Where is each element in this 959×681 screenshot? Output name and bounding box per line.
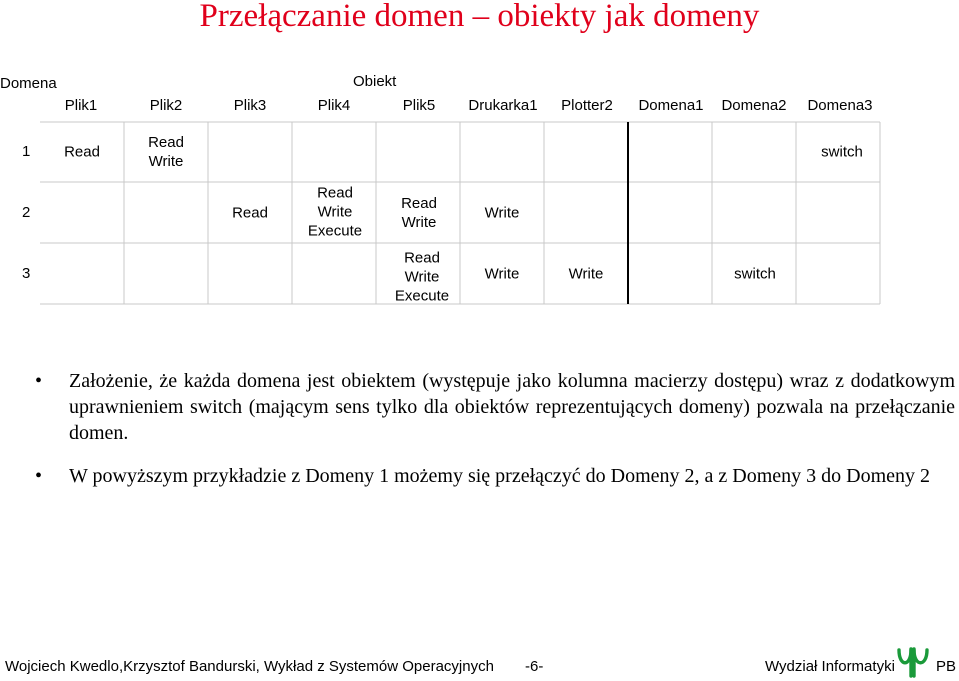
footer-page-number: -6- (525, 658, 544, 675)
column-header: Plik4 (317, 97, 351, 114)
matrix-cell: Read Write (401, 195, 437, 231)
matrix-cell: Write (484, 265, 520, 283)
bullet-marker: • (35, 370, 43, 392)
matrix-cell: Read Write Execute (307, 184, 363, 240)
column-header: Plik5 (402, 97, 436, 114)
column-header: Plik2 (149, 97, 183, 114)
matrix-cell: Read (232, 204, 268, 222)
bullet-item (35, 368, 955, 446)
matrix-cell: Write (484, 204, 520, 222)
row-label: 2 (22, 204, 31, 221)
column-header: Domena1 (638, 97, 704, 114)
bullet-text: W powyższym przykładzie z Domeny 1 możemy się przełączyć do Domeny 2, a z Domeny 3 do Domeny 2 (69, 465, 931, 487)
page-title: Przełączanie domen – obiekty jak domeny (199, 0, 760, 34)
footer-department: Wydział Informatyki (765, 658, 895, 675)
matrix-cell: Write (568, 265, 604, 283)
bullet-text: Założenie, że każda domena jest obiektem (występuje jako kolumna macierzy dostępu) wraz z dodatkowym uprawnieniem switch (mającym sens tylko dla obiektów reprezentujących domeny) pozwala na przełączanie domen. (69, 370, 955, 444)
footer-university: PB (936, 658, 957, 675)
column-header: Domena3 (807, 97, 873, 114)
domain-axis-label: Domena (0, 75, 57, 92)
row-label: 3 (22, 265, 31, 282)
matrix-cell: Read Write (148, 134, 184, 170)
column-header: Plik3 (233, 97, 267, 114)
matrix-cell: switch (821, 143, 863, 161)
bullet-item (35, 463, 955, 489)
row-label: 1 (22, 143, 31, 160)
object-axis-label: Obiekt (353, 73, 397, 90)
pb-logo-icon (896, 645, 930, 679)
bullet-marker: • (35, 465, 43, 487)
column-header: Drukarka1 (468, 97, 538, 114)
matrix-cell: Read Write Execute (394, 249, 450, 305)
column-header: Plik1 (64, 97, 98, 114)
bullet-list (35, 368, 955, 506)
footer-authors: Wojciech Kwedlo,Krzysztof Bandurski, Wykład z Systemów Operacyjnych (5, 658, 494, 675)
matrix-cell: switch (734, 265, 776, 283)
column-header: Domena2 (721, 97, 787, 114)
column-header: Plotter2 (561, 97, 613, 114)
matrix-cell: Read (64, 143, 100, 161)
